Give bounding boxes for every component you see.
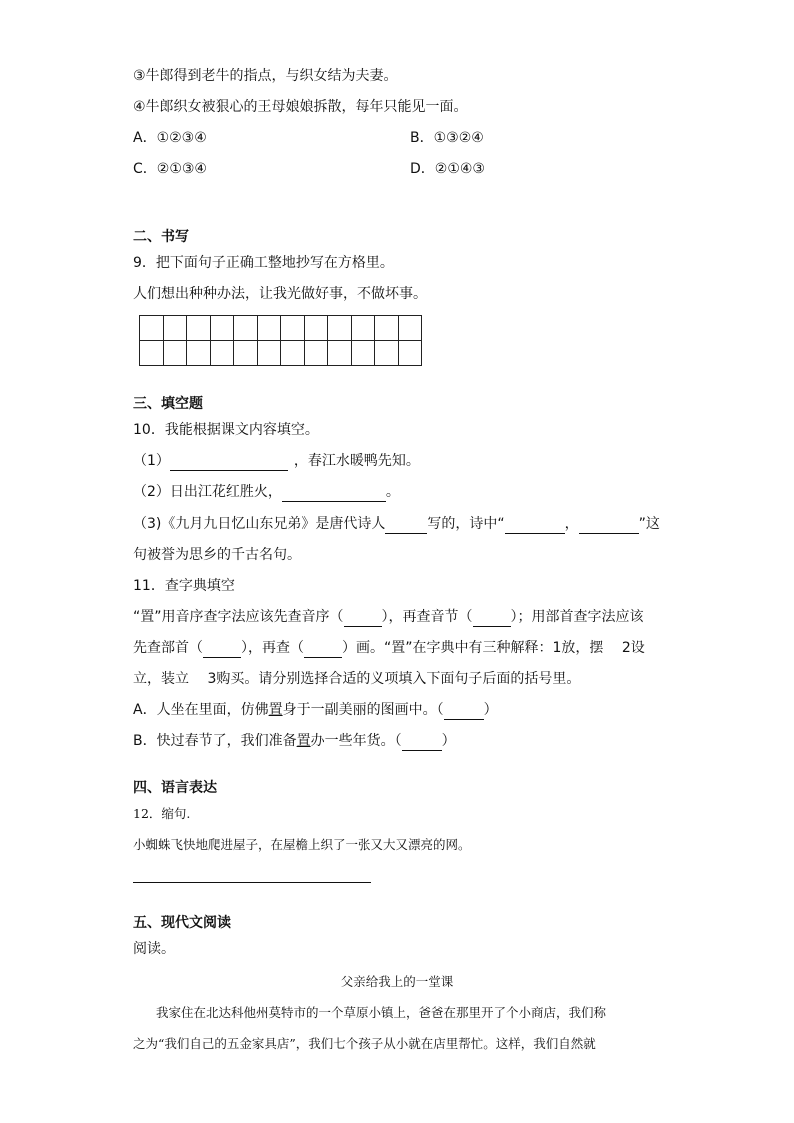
q11-line-1: “置”用音序查字法应该先查音序（ ），再查音节（ ）；用部首查字法应该 bbox=[133, 609, 644, 625]
passage-title: 父亲给我上的一堂课 bbox=[340, 974, 454, 989]
section-3-heading: 三、填空题 bbox=[133, 396, 203, 412]
q10-item-3: （3)《九月九日忆山东兄弟》是唐代诗人 写的，诗中“ ， ”这 bbox=[133, 516, 660, 532]
q8-option-a: A．①②③④ bbox=[133, 130, 207, 146]
q12-prompt: 12．缩句. bbox=[133, 806, 191, 821]
q11-bushou-blank[interactable] bbox=[203, 641, 241, 658]
q11-yinxu-blank[interactable] bbox=[344, 610, 382, 627]
q11-prompt: 11．查字典填空 bbox=[133, 578, 235, 594]
q11-b-answer-blank[interactable] bbox=[402, 734, 442, 751]
writing-grid[interactable] bbox=[139, 315, 422, 366]
passage-line-1: 我家住在北达科他州莫特市的一个草原小镇上，爸爸在那里开了个小商店，我们称 bbox=[156, 1005, 607, 1020]
section-5-heading: 五、现代文阅读 bbox=[133, 915, 231, 931]
reading-intro: 阅读。 bbox=[133, 941, 175, 957]
q10-item-3-cont: 句被誉为思乡的千古名句。 bbox=[133, 547, 301, 563]
q8-item-3: ③牛郎得到老牛的指点，与织女结为夫妻。 bbox=[133, 68, 398, 84]
q10-3-line-blank-2[interactable] bbox=[579, 517, 639, 534]
q10-item-2: （2）日出江花红胜火， 。 bbox=[133, 484, 400, 500]
q8-item-4: ④牛郎织女被狠心的王母娘娘拆散，每年只能见一面。 bbox=[133, 99, 468, 115]
q9-sentence: 人们想出种种办法，让我光做好事，不做坏事。 bbox=[133, 286, 427, 302]
q10-item-1: （1） ，春江水暖鸭先知。 bbox=[133, 453, 420, 469]
q10-prompt: 10．我能根据课文内容填空。 bbox=[133, 422, 319, 438]
section-4-heading: 四、语言表达 bbox=[133, 780, 217, 796]
q11-a-answer-blank[interactable] bbox=[444, 703, 484, 720]
q11-option-a: A．人坐在里面，仿佛置身于一副美丽的图画中。（ ） bbox=[133, 702, 498, 718]
q8-option-c: C．②①③④ bbox=[133, 161, 207, 177]
q10-3-poet-blank[interactable] bbox=[385, 517, 427, 534]
q11-line-2: 先查部首（ ），再查（ ）画。“置”在字典中有三种解释：1放，摆 2设 bbox=[133, 640, 645, 656]
q10-3-line-blank-1[interactable] bbox=[505, 517, 565, 534]
q12-answer-line[interactable] bbox=[133, 882, 371, 883]
q11-option-b: B．快过春节了，我们准备置办一些年货。（ ） bbox=[133, 733, 456, 749]
q10-1-blank[interactable] bbox=[170, 454, 288, 471]
q11-yinjie-blank[interactable] bbox=[473, 610, 511, 627]
q9-prompt: 9．把下面句子正确工整地抄写在方格里。 bbox=[133, 255, 394, 271]
q11-bihua-blank[interactable] bbox=[304, 641, 342, 658]
section-2-heading: 二、书写 bbox=[133, 229, 189, 245]
q12-sentence: 小蜘蛛飞快地爬进屋子，在屋檐上织了一张又大又漂亮的网。 bbox=[133, 837, 471, 852]
q8-option-d: D．②①④③ bbox=[410, 161, 485, 177]
passage-line-2: 之为“我们自己的五金家具店”，我们七个孩子从小就在店里帮忙。这样，我们自然就 bbox=[133, 1036, 596, 1051]
q11-line-3: 立，装立 3购买。请分别选择合适的义项填入下面句子后面的括号里。 bbox=[133, 671, 581, 687]
q10-2-blank[interactable] bbox=[282, 485, 386, 502]
q8-option-b: B．①③②④ bbox=[410, 130, 484, 146]
